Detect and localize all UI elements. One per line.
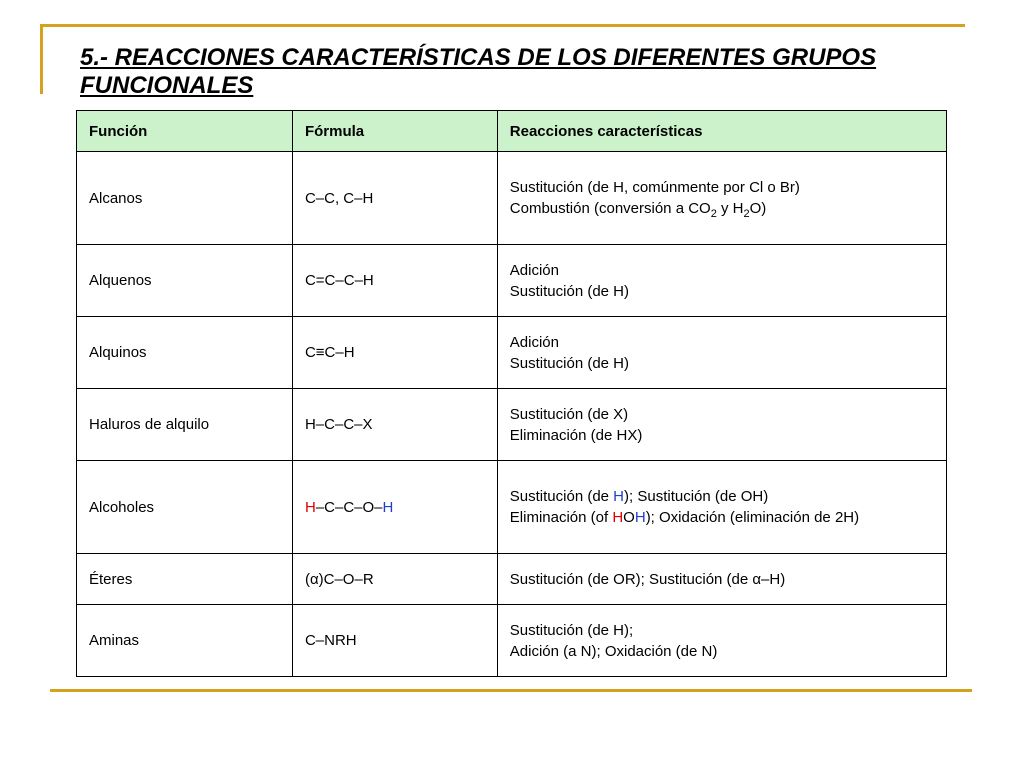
- hydrogen-blue: H: [634, 509, 646, 526]
- reaction-line: [510, 198, 946, 219]
- header-formula: Fórmula: [292, 111, 497, 152]
- reaction-text: Sustitución (de: [509, 488, 614, 505]
- reaction-line: Sustitución (de H): [509, 354, 629, 372]
- cell-reacciones: [497, 317, 946, 389]
- hydrogen-red: H: [304, 498, 316, 516]
- header-funcion: Función: [77, 111, 293, 152]
- cell-funcion: Haluros de alquilo: [77, 389, 293, 461]
- page-title: 5.- REACCIONES CARACTERÍSTICAS DE LOS DIFERENTES GRUPOS FUNCIONALES: [80, 44, 877, 99]
- cell-formula: H–C–C–X: [292, 389, 497, 461]
- cell-reacciones: [497, 152, 946, 245]
- cell-funcion: Alquinos: [77, 317, 293, 389]
- cell-funcion: Alcanos: [77, 152, 293, 245]
- reaction-text: ); Oxidación (eliminación de 2H): [645, 509, 860, 526]
- cell-reacciones: [497, 245, 946, 317]
- table-row: [77, 317, 947, 389]
- reaction-text: O): [749, 200, 767, 217]
- reaction-line: [510, 486, 946, 507]
- table-row: [77, 461, 947, 554]
- reaction-text: ); Sustitución (de OH): [624, 488, 769, 505]
- reaction-line: Sustitución (de H): [509, 282, 629, 300]
- reaction-line: Sustitución (de H, comúnmente por Cl o Br): [509, 179, 800, 196]
- bottom-rule: [50, 689, 972, 692]
- table-header-row: [77, 111, 947, 152]
- top-rule: [40, 24, 965, 27]
- reaction-line: Sustitución (de H);: [509, 621, 634, 639]
- cell-reacciones: [497, 461, 946, 554]
- reactions-table: [76, 110, 947, 677]
- left-rule: [40, 24, 43, 94]
- table-row: [77, 152, 947, 245]
- cell-funcion: Aminas: [77, 605, 293, 677]
- cell-formula: C≡C–H: [292, 317, 497, 389]
- reaction-line: Sustitución (de OR); Sustitución (de α–H): [509, 570, 786, 588]
- reaction-text: Eliminación (of: [509, 509, 613, 526]
- cell-funcion: Alcoholes: [77, 461, 293, 554]
- table-row: [77, 554, 947, 605]
- table-row: [77, 245, 947, 317]
- hydrogen-blue: H: [613, 488, 625, 505]
- subscript: 2: [743, 208, 750, 220]
- formula-text: –C–C–O–: [315, 498, 383, 516]
- cell-reacciones: [497, 389, 946, 461]
- reaction-line: [510, 507, 946, 528]
- subscript: 2: [710, 208, 717, 220]
- reaction-line: Adición: [509, 261, 559, 279]
- cell-formula: C=C–C–H: [292, 245, 497, 317]
- table-row: [77, 389, 947, 461]
- reaction-line: Adición: [509, 333, 559, 351]
- reaction-line: Eliminación (de HX): [509, 426, 643, 444]
- cell-formula: (α)C–O–R: [292, 554, 497, 605]
- reaction-text: O: [623, 509, 635, 526]
- table-row: [77, 605, 947, 677]
- cell-formula: C–NRH: [292, 605, 497, 677]
- reaction-line: Sustitución (de X): [509, 405, 629, 423]
- reaction-line: Adición (a N); Oxidación (de N): [509, 642, 718, 660]
- header-reacciones: Reacciones características: [497, 111, 946, 152]
- reaction-text: y H: [716, 200, 744, 217]
- cell-funcion: Éteres: [77, 554, 293, 605]
- cell-formula: [292, 461, 497, 554]
- hydrogen-blue: H: [382, 498, 394, 516]
- hydrogen-red: H: [612, 509, 624, 526]
- reaction-text: Combustión (conversión a CO: [509, 200, 711, 217]
- cell-reacciones: [497, 554, 946, 605]
- cell-funcion: Alquenos: [77, 245, 293, 317]
- cell-formula: C–C, C–H: [292, 152, 497, 245]
- cell-reacciones: [497, 605, 946, 677]
